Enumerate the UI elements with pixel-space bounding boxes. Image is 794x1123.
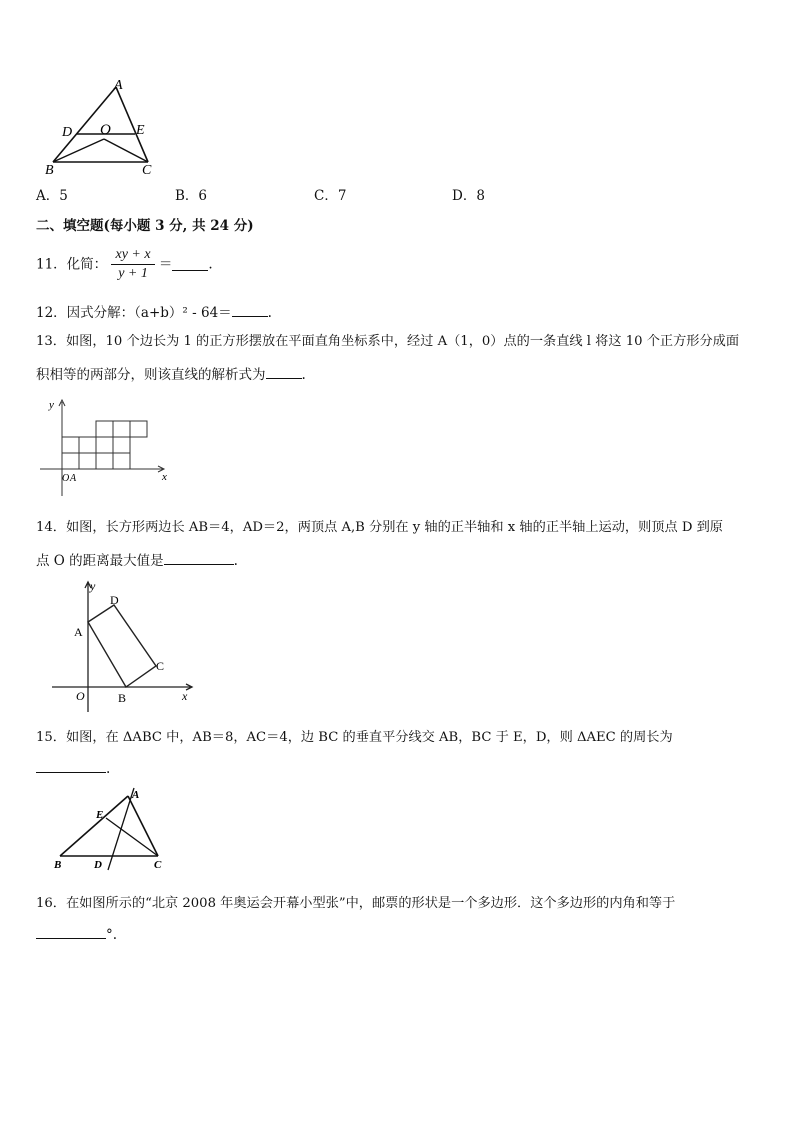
question-12 <box>36 304 272 321</box>
q15-triangle-figure <box>50 786 180 872</box>
q13-line1: 13．如图，10 个边长为 1 的正方形摆放在平面直角坐标系中，经过 A（1，0）点的一条直线 l 将这 10 个正方形分成面 <box>36 334 740 349</box>
q14-line2-text: 点 O 的距离最大值是 <box>36 553 164 569</box>
q11-prefix: 11．化简： <box>36 256 108 273</box>
q13-end: . <box>301 367 306 383</box>
q13-line2 <box>36 366 306 383</box>
q16-end: °. <box>106 927 118 943</box>
section-title: 二、填空题(每小题 3 分, 共 24 分) <box>36 218 254 234</box>
axis-y-label: y <box>90 579 96 593</box>
q13-line2-text: 积相等的两部分，则该直线的解析式为 <box>36 367 266 383</box>
axis-x-label: x <box>162 471 167 483</box>
q10-triangle-figure <box>40 78 160 178</box>
q15-answer-blank[interactable] <box>36 760 106 773</box>
q10-option-c: C．7 <box>314 188 347 204</box>
q11-answer-blank[interactable] <box>172 258 208 271</box>
q12-end: . <box>267 305 272 321</box>
origin-label: O <box>76 689 85 703</box>
q15-end: . <box>106 761 111 777</box>
q16-line1: 16．在如图所示的“北京 2008 年奥运会开幕小型张”中，邮票的形状是一个多边形．这个多边形的内角和等于 <box>36 896 676 911</box>
label-C: C <box>154 859 162 871</box>
q11-end: . <box>208 256 213 273</box>
q11-equals: ＝ <box>158 256 173 273</box>
question-11 <box>36 246 213 283</box>
label-O: O <box>100 122 111 138</box>
q11-fraction <box>111 246 154 283</box>
q14-rectangle-figure <box>52 578 202 716</box>
q11-denominator: y + 1 <box>118 266 148 281</box>
q12-answer-blank[interactable] <box>232 304 268 317</box>
label-A: A <box>132 789 140 801</box>
q14-end: . <box>233 553 238 569</box>
label-D: D <box>94 859 102 871</box>
point-A-label: A <box>70 473 77 484</box>
q13-squares-figure <box>36 396 176 500</box>
q13-answer-blank[interactable] <box>266 366 302 379</box>
q10-option-b: B．6 <box>175 188 208 204</box>
q15-line1: 15．如图，在 ΔABC 中，AB＝8，AC＝4，边 BC 的垂直平分线交 AB，BC 于 E，D，则 ΔAEC 的周长为 <box>36 730 673 745</box>
origin-label: O <box>62 473 70 484</box>
q14-line1: 14．如图，长方形两边长 AB＝4，AD＝2，两顶点 A,B 分别在 y 轴的正半轴和 x 轴的正半轴上运动，则顶点 D 到原 <box>36 520 723 535</box>
q11-numerator: xy + x <box>111 246 154 265</box>
q16-answer-blank[interactable] <box>36 926 106 939</box>
label-B: B <box>54 859 62 871</box>
vertex-B-label: B <box>118 691 127 705</box>
q16-line2 <box>36 926 117 943</box>
axis-x-label: x <box>182 689 188 703</box>
label-E: E <box>96 809 104 821</box>
q12-text: 12．因式分解：（a+b）² - 64＝ <box>36 305 232 321</box>
axis-y-label: y <box>49 399 54 411</box>
q14-line2 <box>36 552 238 569</box>
label-D: D <box>62 125 73 140</box>
label-E: E <box>136 123 145 138</box>
vertex-D-label: D <box>110 593 119 607</box>
label-A: A <box>114 78 123 93</box>
q15-line2 <box>36 760 110 777</box>
vertex-A-label: A <box>74 625 83 639</box>
q10-option-d: D．8 <box>452 188 485 204</box>
label-B: B <box>45 163 54 178</box>
vertex-C-label: C <box>156 659 165 673</box>
label-C: C <box>142 163 152 178</box>
q14-answer-blank[interactable] <box>164 552 234 565</box>
q10-option-a: A．5 <box>36 188 68 204</box>
